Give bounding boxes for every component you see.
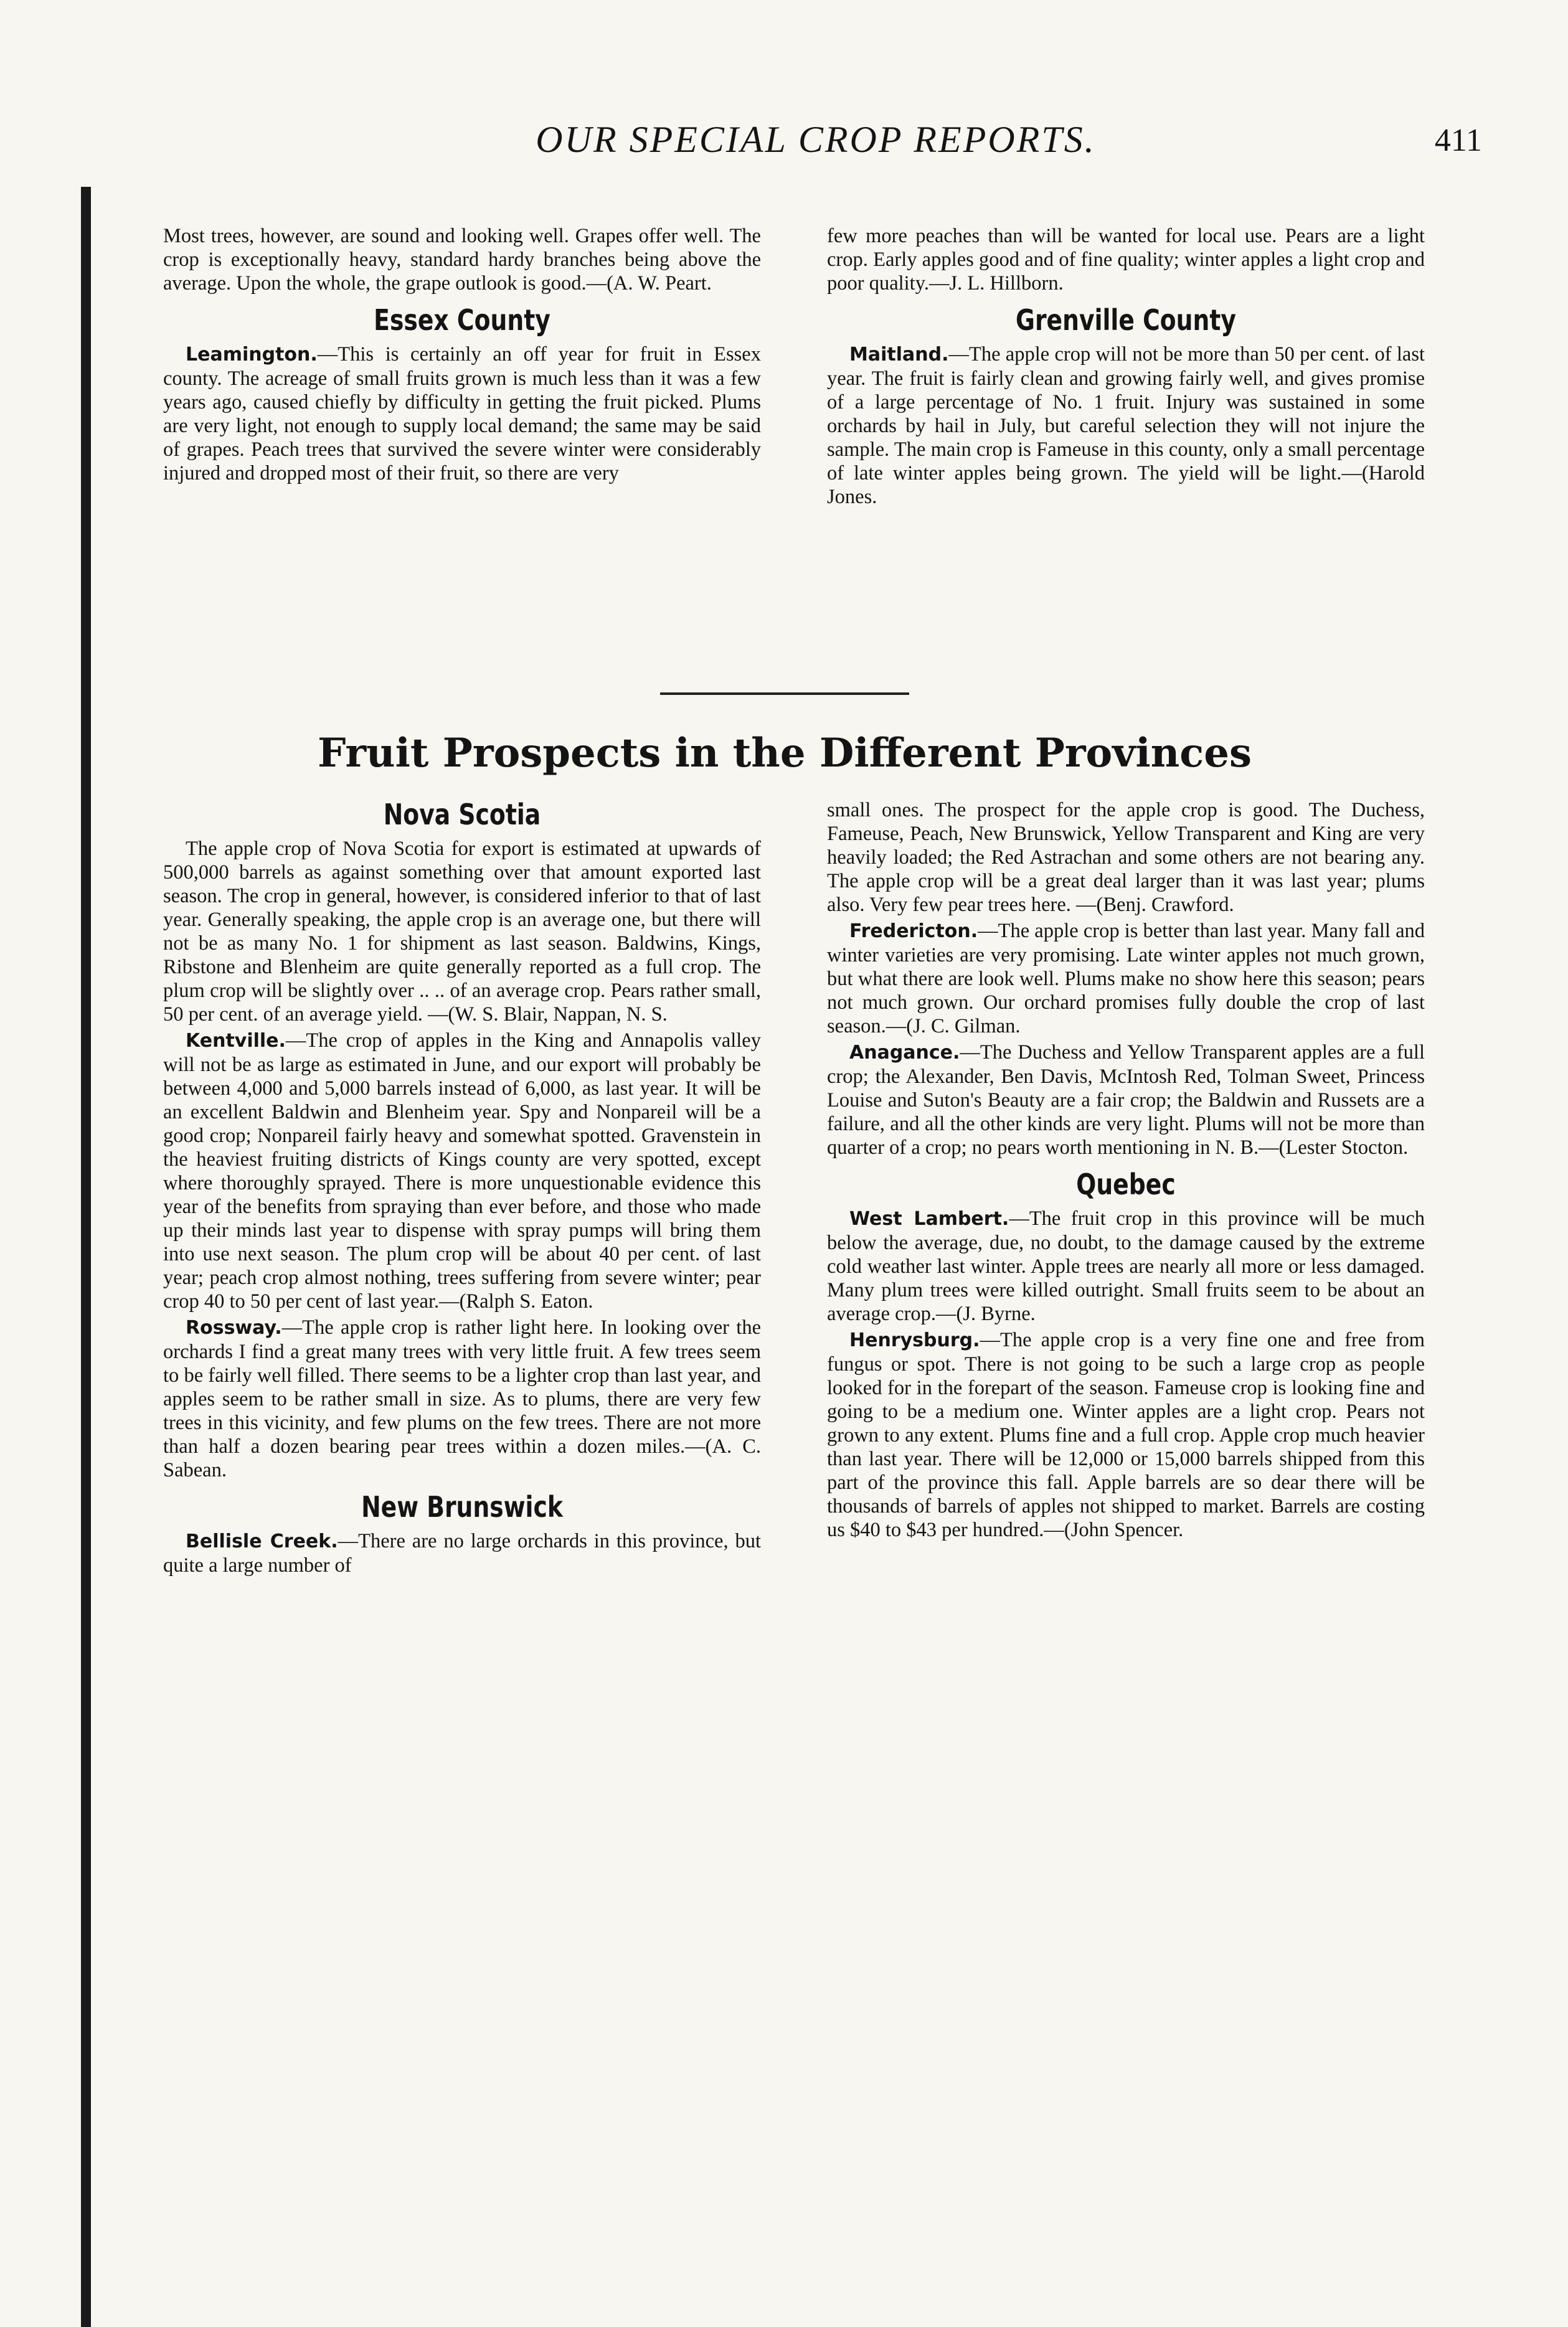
heading-grenville-county: Grenville County	[1015, 303, 1237, 337]
report-text: —The crop of apples in the King and Annapolis valley will not be as large as estimated in June, and our export will probably be between 4,000 and 5,000 barrels instead of 6,000, as last year. It will be an excellent Baldwin and Blenheim year. Spy and Nonpareil will be a good crop; Nonpareil fairly heavy and somewhat spotted. Gravenstein in the heaviest fruiting districts of Kings county are very spotted, except where thoroughly sprayed. There is more unquestionable evidence this year of the benefits from spraying than ever before, and those who made up their minds last year to dispense with spray pumps will bring them into use next season. The plum crop will be about 40 per cent. of last year; peach crop almost nothing, trees suffering from severe winter; pear crop 40 to 50 per cent of last year.—(Ralph S. Eaton.	[163, 1029, 761, 1313]
report-text: —This is certainly an off year for fruit in Essex county. The acreage of small fruits grown is much less than it was a few years ago, caused chiefly by difficulty in getting the fruit picked. Plums are very light, not enough to supply local demand; the same may be said of grapes. Peach trees that survived the severe winter were considerably injured and dropped most of their fruit, so there are very	[163, 343, 761, 484]
place-name: Kentville.	[186, 1030, 286, 1052]
report-text: —The apple crop is rather light here. In looking over the orchards I find a great many trees with very little fruit. A few trees seem to be fairly well filled. There seems to be a lighter crop than last year, and apples seem to be rather small in size. As to plums, there are very few trees in this vicinity, and few plums on the few trees. There are not more than half a dozen bearing pear trees within a dozen miles.—(A. C. Sabean.	[163, 1316, 761, 1481]
grape-report-continued: Most trees, however, are sound and looking well. Grapes offer well. The crop is exceptionally heavy, standard hardy branches being above the average. Upon the whole, the grape outlook is good.—(A. W. Peart.	[163, 225, 761, 295]
report-maitland	[827, 342, 1425, 509]
running-head	[0, 118, 1568, 174]
report-anagance	[827, 1041, 1425, 1159]
place-name: Bellisle Creek.	[186, 1531, 338, 1552]
essex-report-continued: few more peaches than will be wanted for local use. Pears are a light crop. Early apples good and of fine quality; winter apples a light crop and poor quality.—J. L. Hillborn.	[827, 225, 1425, 295]
report-text: —The apple crop will not be more than 50 per cent. of last year. The fruit is fairly clean and growing fairly well, and gives promise of a large percentage of No. 1 fruit. Injury was sustained in some orchards by hail in July, but careful selection they will not injure the sample. The main crop is Fameuse in this county, only a small percentage of late winter apples being grown. The yield will be light.—(Harold Jones.	[827, 343, 1425, 508]
report-text: —There are no large orchards in this province, but quite a large number of	[163, 1530, 761, 1577]
report-fredericton	[827, 919, 1425, 1038]
place-name: Anagance.	[849, 1042, 960, 1064]
place-name: Fredericton.	[849, 920, 978, 942]
top-left-column	[163, 224, 761, 488]
heading-essex-county: Essex County	[374, 303, 550, 337]
section-divider	[660, 692, 909, 695]
place-name: Rossway.	[186, 1317, 282, 1339]
report-text: —The Duchess and Yellow Transparent apples are a full crop; the Alexander, Ben Davis, McIntosh Red, Tolman Sweet, Princess Louise and Suton's Beauty are a fair crop; the Baldwin and Russets are a failure, and all the other kinds are very light. Plums will not be more than quarter of a crop; no pears worth mentioning in N. B.—(Lester Stocton.	[827, 1041, 1425, 1159]
heading-new-brunswick: New Brunswick	[361, 1490, 563, 1524]
left-column	[163, 790, 761, 1580]
report-kentville	[163, 1029, 761, 1313]
report-rossway	[163, 1316, 761, 1482]
report-text: —The apple crop is a very fine one and free from fungus or spot. There is not going to be such a large crop as people looked for in the forepart of the season. Fameuse crop is looking fine and going to be a medium one. Winter apples are a light crop. Pears not grown to any extent. Plums fine and a full crop. Apple crop much heavier than last year. There will be 12,000 or 15,000 barrels shipped from this part of the province this fall. Apple barrels are so dear there will be thousands of barrels of apples not shipped to market. Barrels are costing us $40 to $43 per hundred.—(John Spencer.	[827, 1329, 1425, 1541]
right-column	[827, 798, 1425, 1544]
heading-nova-scotia: Nova Scotia	[383, 798, 541, 831]
report-henrysburg	[827, 1328, 1425, 1542]
report-leamington	[163, 342, 761, 485]
place-name: Leamington.	[186, 344, 318, 366]
page-number: 411	[1434, 123, 1482, 158]
top-right-column	[827, 224, 1425, 511]
nova-scotia-intro: The apple crop of Nova Scotia for export is estimated at upwards of 500,000 barrels as against something over that amount exported last season. The crop in general, however, is considered inferior to that of last year. Generally speaking, the apple crop is an average one, but there will not be as many No. 1 for shipment as last season. Baldwins, Kings, Ribstone and Blenheim are quite generally reported as a full crop. The plum crop will be slightly over .. .. of an average crop. Pears rather small, 50 per cent. of an average yield. —(W. S. Blair, Nappan, N. S.	[163, 838, 761, 1026]
place-name: Maitland.	[849, 344, 949, 366]
report-text: —The apple crop is better than last year. Many fall and winter varieties are very promising. Late winter apples not much grown, but what there are look well. Plums make no show here this season; pears not much grown. Our orchard promises fully double the crop of last season.—(J. C. Gilman.	[827, 920, 1425, 1037]
bellisle-report-continued: small ones. The prospect for the apple crop is good. The Duchess, Fameuse, Peach, New Brunswick, Yellow Transparent and King are very heavily loaded; the Red Astrachan and some others are not bearing any. The apple crop will be a great deal larger than it was last year; plums also. Very few pear trees here. —(Benj. Crawford.	[827, 799, 1425, 916]
report-west-lambert	[827, 1207, 1425, 1326]
place-name: West Lambert.	[849, 1208, 1009, 1230]
heading-quebec: Quebec	[1076, 1168, 1176, 1201]
page-spine-shadow	[81, 187, 91, 2327]
report-text: —The fruit crop in this province will be much below the average, due, no doubt, to the damage caused by the extreme cold weather last winter. Apple trees are nearly all more or less damaged. Many plum trees were killed outright. Small fruits seem to be about an average crop.—(J. Byrne.	[827, 1207, 1425, 1325]
running-head-title: OUR SPECIAL CROP REPORTS.	[536, 119, 1096, 160]
section-title: Fruit Prospects in the Different Provinces	[318, 730, 1252, 776]
place-name: Henrysburg.	[849, 1329, 980, 1351]
report-bellisle-creek	[163, 1529, 761, 1577]
